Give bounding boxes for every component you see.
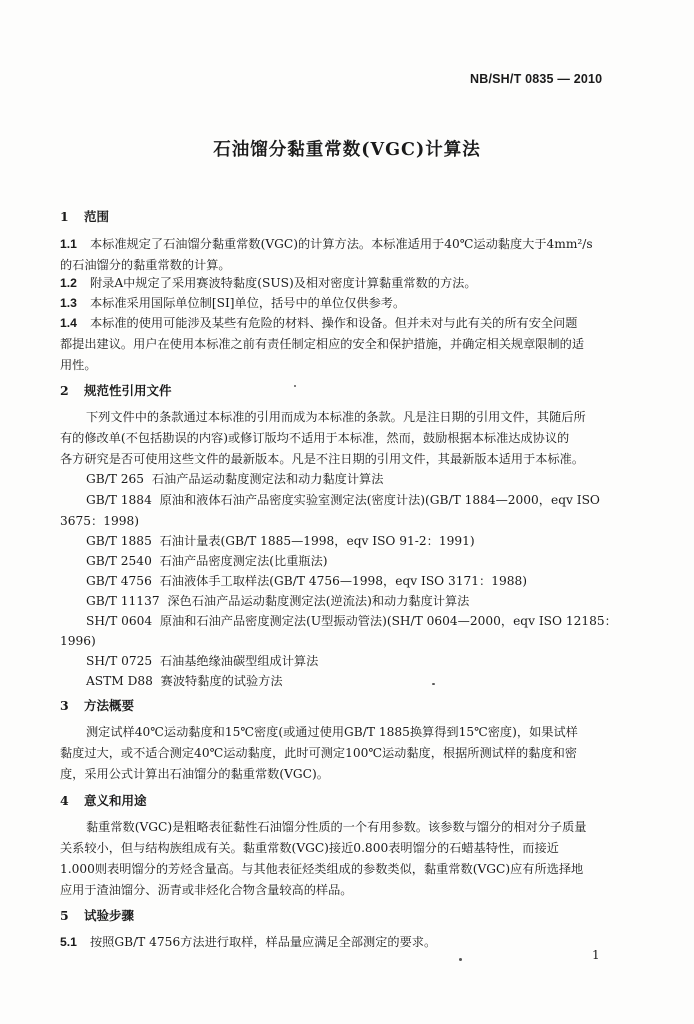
reference-code: ASTM D88 [86,674,153,688]
reference-item [86,651,318,672]
reference-code: GB/T 11137 [86,594,160,608]
reference-code: GB/T 1885 [86,534,152,548]
section-title: 意义和用途 [84,793,147,808]
reference-title: 深色石油产品运动黏度测定法(逆流法)和动力黏度计算法 [167,594,470,608]
section-3-heading [60,696,134,714]
section-number: 2 [60,383,69,398]
clause-number: 1.3 [60,296,77,310]
clause-text: 本标准规定了石油馏分黏重常数(VGC)的计算方法。本标准适用于40℃运动黏度大于4mm²/s [90,237,593,251]
reference-title: 原油和液体石油产品密度实验室测定法(密度计法)(GB/T 1884—2000，eqv ISO [159,493,600,507]
clause-text: 按照GB/T 4756方法进行取样，样品量应满足全部测定的要求。 [90,935,437,949]
section-title: 试验步骤 [84,908,135,923]
s2-intro-line-1: 下列文件中的条款通过本标准的引用而成为本标准的条款。凡是注日期的引用文件，其随后所 [86,410,586,424]
section-2-heading [60,381,172,399]
reference-code: GB/T 265 [86,472,145,486]
clause-number: 1.4 [60,316,77,330]
reference-item [86,469,383,490]
reference-continuation: 1996) [60,634,96,648]
section-number: 4 [60,793,69,808]
reference-title: 石油产品运动黏度测定法和动力黏度计算法 [151,472,384,486]
s4-body-line-4: 应用于渣油馏分、沥青或非烃化合物含量较高的样品。 [60,883,353,897]
clause-5-1 [60,932,616,953]
clause-text: 附录A中规定了采用赛波特黏度(SUS)及相对密度计算黏重常数的方法。 [90,276,477,290]
section-title: 规范性引用文件 [84,383,172,398]
s4-body-line-3: 1.000则表明馏分的芳烃含量高。与其他表征烃类组成的参数类似，黏重常数(VGC)应有所选择地 [60,862,584,876]
s4-body-line-2: 关系较小，但与结构族组成有关。黏重常数(VGC)接近0.800表明馏分的石蜡基特性，而接近 [60,841,559,855]
section-number: 3 [60,698,69,713]
reference-code: GB/T 4756 [86,574,152,588]
clause-1-2 [60,273,616,294]
reference-title: 石油产品密度测定法(比重瓶法) [159,554,328,568]
s4-body-line-1: 黏重常数(VGC)是粗略表征黏性石油馏分性质的一个有用参数。该参数与馏分的相对分子质量 [86,820,587,834]
clause-1-1-line-2: 的石油馏分的黏重常数的计算。 [60,258,231,272]
page-number: 1 [592,948,600,962]
document-title: 石油馏分黏重常数(VGC)计算法 [213,140,481,160]
section-5-heading [60,906,134,924]
section-title: 方法概要 [84,698,135,713]
section-number: 5 [60,908,69,923]
clause-number: 1.1 [60,237,77,251]
reference-item [86,531,475,552]
scan-speck [459,958,462,961]
reference-item [86,671,283,692]
reference-code: SH/T 0604 [86,614,153,628]
reference-title: 石油基绝缘油碳型组成计算法 [159,654,319,668]
reference-continuation: 3675：1998) [60,514,139,528]
clause-text: 本标准的使用可能涉及某些有危险的材料、操作和设备。但并未对与此有关的所有安全问题 [90,316,578,330]
reference-item [86,611,617,632]
reference-item [86,490,600,511]
s3-body-line-3: 度，采用公式计算出石油馏分的黏重常数(VGC)。 [60,767,329,781]
clause-1-4-line-1 [60,313,616,334]
standard-code: NB/SH/T 0835 — 2010 [470,72,603,86]
s3-body-line-2: 黏度过大，或不适合测定40℃运动黏度，此时可测定100℃运动黏度，根据所测试样的黏度和密 [60,746,577,760]
reference-title: 石油计量表(GB/T 1885—1998，eqv ISO 91-2：1991) [159,534,475,548]
clause-number: 1.2 [60,276,77,290]
reference-title: 赛波特黏度的试验方法 [160,674,283,688]
clause-1-1-line-1 [60,234,616,255]
scan-speck [294,385,296,387]
section-4-heading [60,791,147,809]
reference-title: 原油和石油产品密度测定法(U型振动管法)(SH/T 0604—2000，eqv ISO 12185： [159,614,617,628]
reference-code: SH/T 0725 [86,654,153,668]
clause-1-4-line-2: 都提出建议。用户在使用本标准之前有责任制定相应的安全和保护措施，并确定相关规章限制的适 [60,337,585,351]
clause-1-3 [60,293,616,314]
clause-text: 本标准采用国际单位制[SI]单位，括号中的单位仅供参考。 [90,296,406,310]
clause-number: 5.1 [60,935,77,949]
scan-speck [432,683,435,685]
section-title: 范围 [84,209,110,224]
reference-item [86,551,328,572]
s3-body-line-1: 测定试样40℃运动黏度和15℃密度(或通过使用GB/T 1885换算得到15℃密度)，如果试样 [86,725,578,739]
s2-intro-line-3: 各方研究是否可使用这些文件的最新版本。凡是不注日期的引用文件，其最新版本适用于本标准。 [60,452,585,466]
clause-1-4-line-3: 用性。 [60,358,97,372]
reference-item [86,571,527,592]
reference-title: 石油液体手工取样法(GB/T 4756—1998，eqv ISO 3171：1988) [159,574,528,588]
section-1-heading [60,207,109,225]
s2-intro-line-2: 有的修改单(不包括勘误的内容)或修订版均不适用于本标准，然而，鼓励根据本标准达成协议的 [60,431,570,445]
reference-code: GB/T 1884 [86,493,152,507]
section-number: 1 [60,209,69,224]
reference-item [86,591,469,612]
reference-code: GB/T 2540 [86,554,152,568]
